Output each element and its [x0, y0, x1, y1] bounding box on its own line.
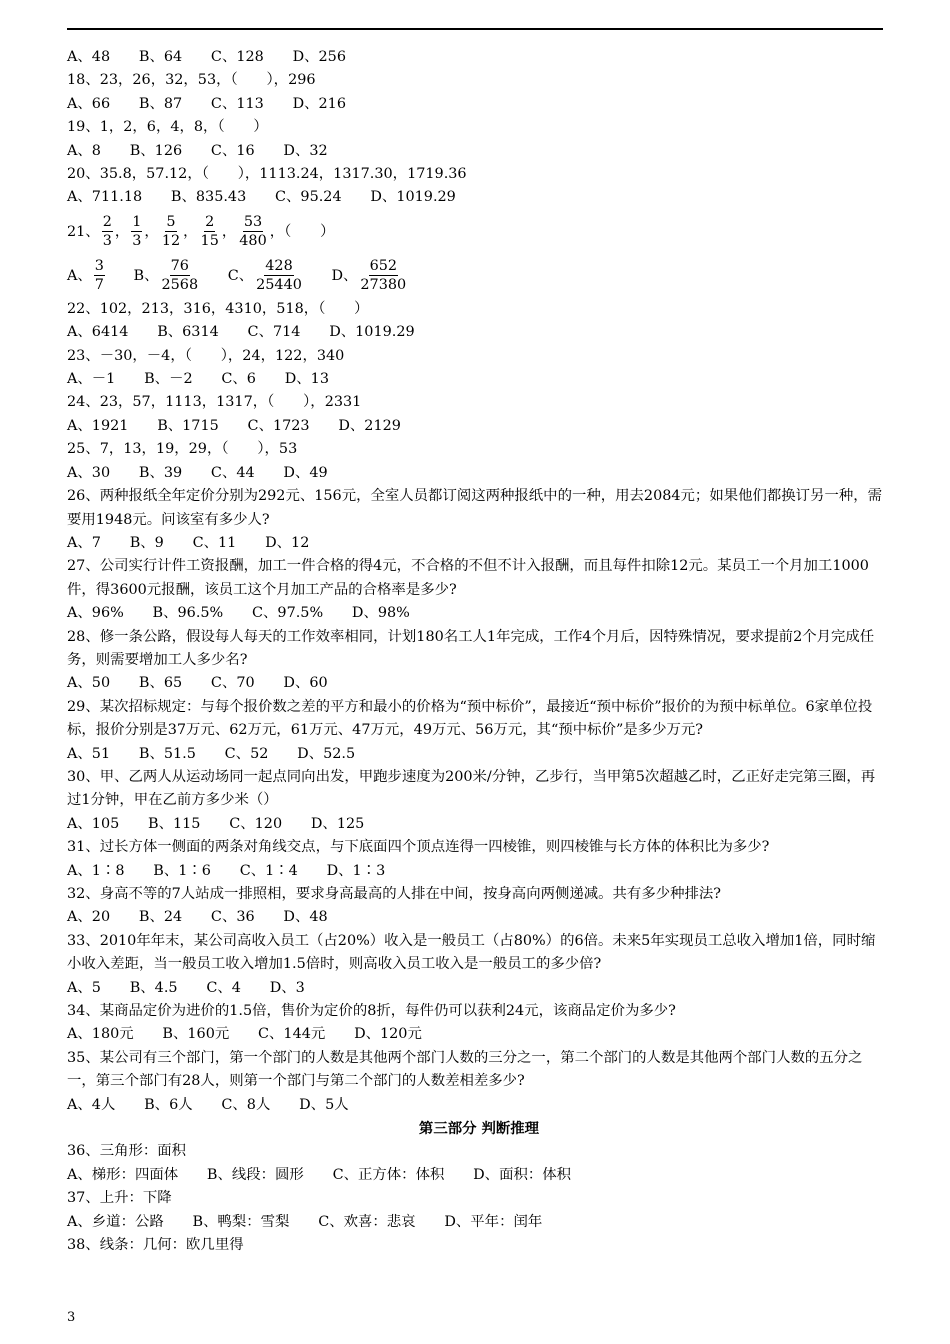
- q21-label: 21、: [67, 223, 100, 240]
- text-line: A、6414 B、6314 C、714 D、1019.29: [67, 324, 415, 341]
- fraction: $\frac{1}{3}$: [132, 214, 142, 250]
- text-line: A、48 B、64 C、128 D、256: [67, 49, 346, 65]
- fraction: $\frac{3}{7}$: [94, 258, 104, 294]
- text-line: 20、35.8，57.12，（ ），1113.24，1317.30，1719.36: [67, 166, 467, 183]
- q21-options: [67, 254, 883, 298]
- text-line: A、1921 B、1715 C、1723 D、2129: [67, 417, 401, 434]
- fraction: $\frac{53}{480}$: [239, 214, 267, 250]
- question-options: A、180元 B、160元 C、144元 D、120元: [67, 1026, 422, 1043]
- text-line: 24、23，57，1113，1317，（ ），2331: [67, 394, 362, 411]
- question-text: 30、甲、乙两人从运动场同一起点同向出发，甲跑步速度为200米/分钟，乙步行，当甲第5次超越乙时，乙正好走完第三圈，再过1分钟，甲在乙前方多少米（）: [67, 768, 876, 809]
- text-line: 38、线条：几何：欧几里得: [67, 1237, 244, 1254]
- question-text: 27、公司实行计件工资报酬，加工一件合格的得4元，不合格的不但不计入报酬，而且每件扣除12元。某员工一个月加工1000件，得3600元报酬，该员工这个月加工产品的合格率是多少?: [67, 558, 869, 598]
- section-title: 第三部分 判断推理: [418, 1120, 540, 1138]
- question-options: A、50 B、65 C、70 D、60: [67, 675, 328, 692]
- q21-question: 21、 $\frac{2}{3}$ ， $\frac{1}{3}$ ， $\frac{5}{12}$ ， $\frac{2}{15}$ ， $\frac{53}{480}$ ，（ ）: [67, 214, 335, 250]
- question-text: 33、2010年年末，某公司高收入员工（占20%）收入是一般员工（占80%）的6倍。未来5年实现员工总收入增加1倍，同时缩小收入差距，当一般员工收入增加1.5倍时，则高收入员工收入是一般员工的多少倍?: [67, 932, 876, 973]
- header-rule: [67, 28, 883, 30]
- option-letter: C、: [227, 267, 254, 284]
- text-line: 25、7，13，19，29，（ ），53: [67, 441, 298, 458]
- question-text: 31、过长方体一侧面的两条对角线交点，与下底面四个顶点连得一四棱锥，则四棱锥与长方体的体积比为多少?: [67, 839, 770, 856]
- text-line: 18、23，26，32，53，（ ），296: [67, 72, 316, 89]
- text-line: 37、上升：下降: [67, 1190, 172, 1207]
- question-options: A、7 B、9 C、11 D、12: [67, 534, 310, 551]
- question-options: A、1∶8 B、1∶6 C、1∶4 D、1∶3: [67, 862, 386, 879]
- text-line: 23、－30，－4，（ ），24，122，340: [67, 347, 345, 364]
- text-line: A、－1 B、－2 C、6 D、13: [67, 371, 329, 388]
- question-options: A、5 B、4.5 C、4 D、3: [67, 979, 305, 996]
- fraction: $\frac{2}{15}$: [200, 214, 219, 250]
- text-line: A、30 B、39 C、44 D、49: [67, 464, 328, 481]
- question-text: 26、两种报纸全年定价分别为292元、156元，全室人员都订阅这两种报纸中的一种，用去2084元；如果他们都换订另一种，需要用1948元。问该室有多少人?: [67, 488, 883, 528]
- option-letter: B、: [133, 267, 159, 284]
- question-options: A、4人 B、6人 C、8人 D、5人: [67, 1096, 349, 1113]
- question-options: A、96% B、96.5% C、97.5% D、98%: [67, 605, 410, 622]
- question-options: A、105 B、115 C、120 D、125: [67, 815, 365, 832]
- question-text: 32、身高不等的7人站成一排照相，要求身高最高的人排在中间，按身高向两侧递减。共有多少种排法?: [67, 886, 721, 902]
- fraction: $\frac{2}{3}$: [102, 214, 112, 250]
- option-letter: A、: [67, 267, 92, 284]
- text-line: A、711.18 B、835.43 C、95.24 D、1019.29: [67, 189, 456, 206]
- fraction: $\frac{76}{2568}$: [161, 258, 199, 294]
- question-options: A、20 B、24 C、36 D、48: [67, 909, 328, 926]
- text-line: A、66 B、87 C、113 D、216: [67, 95, 346, 112]
- page-content: [67, 46, 883, 1258]
- option-letter: D、: [331, 267, 358, 284]
- question-options: A、51 B、51.5 C、52 D、52.5: [67, 745, 356, 762]
- q21-tail: ，（ ）: [269, 223, 335, 240]
- question-text: 28、修一条公路，假设每人每天的工作效率相同，计划180名工人1年完成，工作4个月后，因特殊情况，要求提前2个月完成任务，则需要增加工人多少名?: [67, 628, 875, 668]
- question-text: 29、某次招标规定：与每个报价数之差的平方和最小的价格为“预中标价”，最接近“预中标价”报价的为预中标单位。6家单位投标，报价分别是37万元、62万元，61万元、47万元，49万元、56万元，其“预中标价”是多少万元?: [67, 698, 873, 739]
- fraction: $\frac{428}{25440}$: [256, 258, 302, 294]
- text-line: 36、三角形：面积: [67, 1143, 187, 1160]
- fraction: $\frac{652}{27380}$: [360, 258, 407, 294]
- text-line: A、8 B、126 C、16 D、32: [67, 142, 328, 159]
- fraction: $\frac{5}{12}$: [161, 214, 181, 250]
- question-text: 35、某公司有三个部门，第一个部门的人数是其他两个部门人数的三分之一，第二个部门的人数是其他两个部门人数的五分之一，第三个部门有28人，则第一个部门与第二个部门的人数差相差多少?: [67, 1049, 863, 1090]
- question-text: 34、某商品定价为进价的1.5倍，售价为定价的8折，每件仍可以获利24元，该商品定价为多少?: [67, 1003, 676, 1020]
- text-line: 22、102，213，316，4310，518，（ ）: [67, 300, 369, 317]
- page-number: 3: [67, 1310, 76, 1325]
- text-line: A、乡道：公路 B、鸭梨：雪梨 C、欢喜：悲哀 D、平年：闰年: [67, 1213, 543, 1230]
- text-line: A、梯形：四面体 B、线段：圆形 C、正方体：体积 D、面积：体积: [67, 1166, 572, 1183]
- text-line: 19、1，2，6，4，8，（ ）: [67, 119, 268, 136]
